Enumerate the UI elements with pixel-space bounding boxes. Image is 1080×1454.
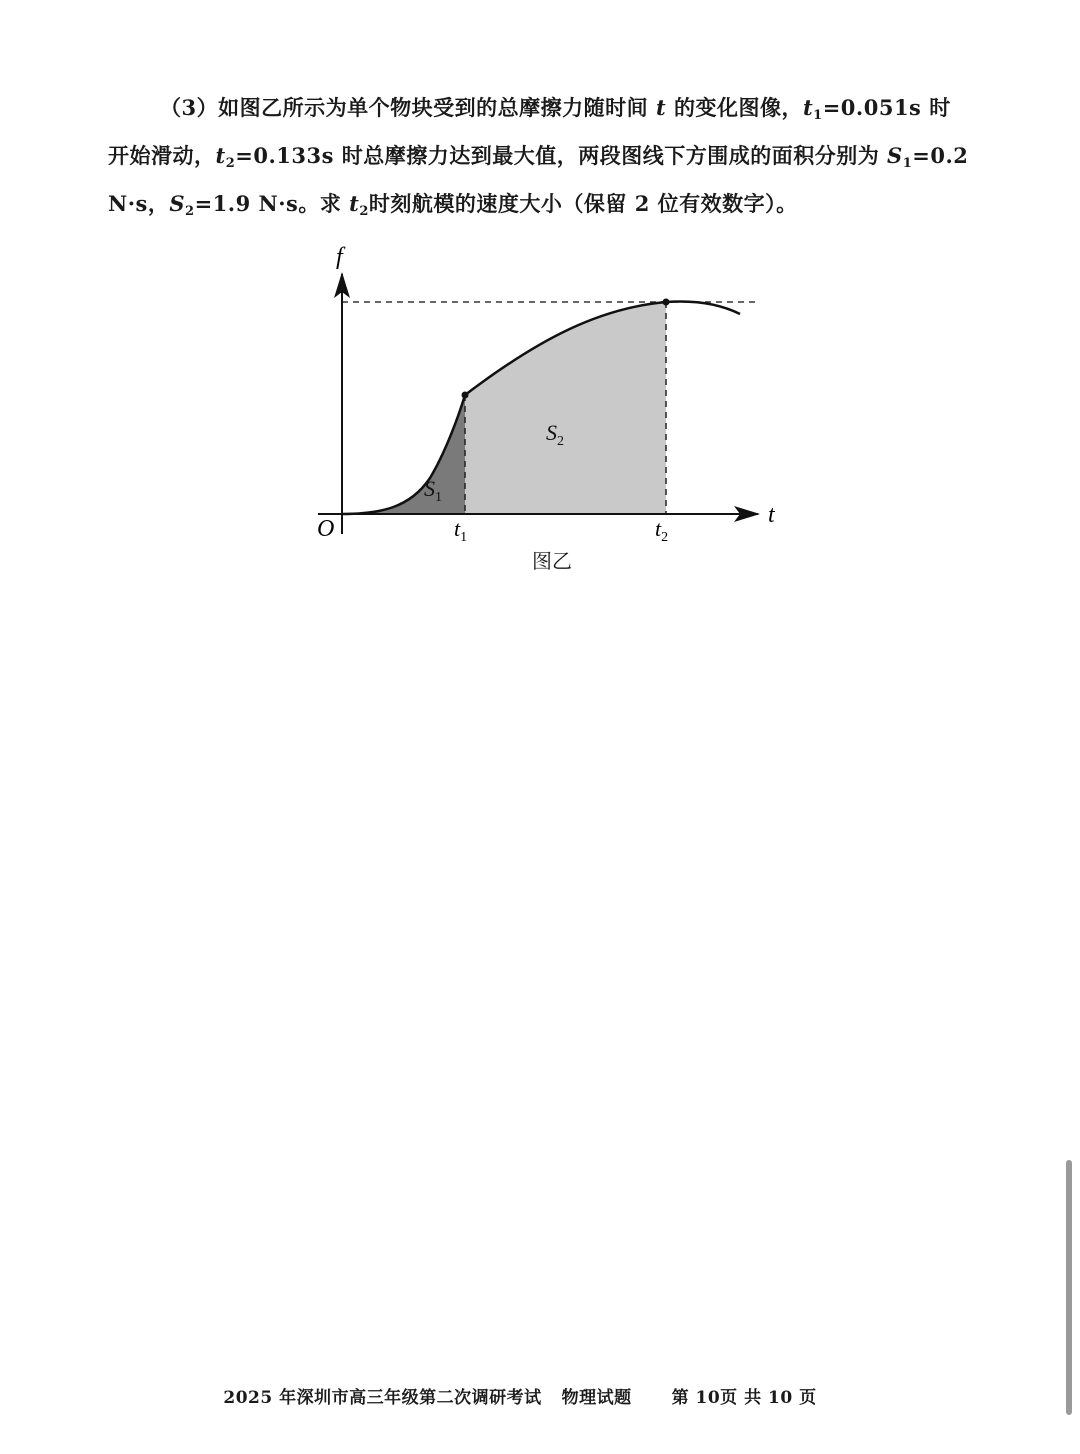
t1-label: $t_1$: [454, 516, 468, 545]
s1-value: =0.2: [912, 143, 969, 168]
question-text: [108, 84, 969, 228]
vertical-scrollbar[interactable]: [1066, 1160, 1072, 1415]
area-s2: [465, 302, 666, 514]
question-line-1: （3）如图乙所示为单个物块受到的总摩擦力随时间 t 的变化图像，$t_1=0.051s$ 时: [160, 95, 951, 123]
friction-time-graph: [300, 238, 800, 548]
footer-exam-title: 2025 年深圳市高三年级第二次调研考试: [223, 1388, 542, 1408]
x-axis-label: t: [768, 502, 775, 528]
t2-label: $t_2$: [655, 516, 669, 545]
question-line-3: N·s，$S_2=1.9$ N·s。求 $t_2$时刻航模的速度大小（保留 2 位有效数字）。: [108, 191, 798, 219]
s2-label: $S_2$: [546, 420, 564, 449]
figure-caption: 图乙: [532, 549, 572, 573]
t1-point: [462, 392, 469, 399]
footer-page-number: 第 10页 共 10 页: [671, 1388, 817, 1408]
footer-subject: 物理试题: [561, 1388, 632, 1408]
t2-value: =0.133s 时总摩擦力达到最大值，两段图线下方围成的面积分别为: [235, 143, 888, 168]
page-footer: [0, 1383, 1040, 1408]
origin-label: O: [317, 516, 335, 542]
area-s1: [342, 395, 465, 514]
question-line-2: 开始滑动，$t_2=0.133s$ 时总摩擦力达到最大值，两段图线下方围成的面积分别为 $S_1=0.2$: [108, 143, 969, 171]
s2-value: =1.9 N·s。求: [194, 191, 350, 216]
s1-label: $S_1$: [424, 476, 442, 505]
max-point: [663, 299, 670, 306]
question-number: （3）: [160, 95, 219, 120]
y-axis-label: f: [336, 244, 343, 270]
t1-value: =0.051s 时: [822, 95, 951, 120]
